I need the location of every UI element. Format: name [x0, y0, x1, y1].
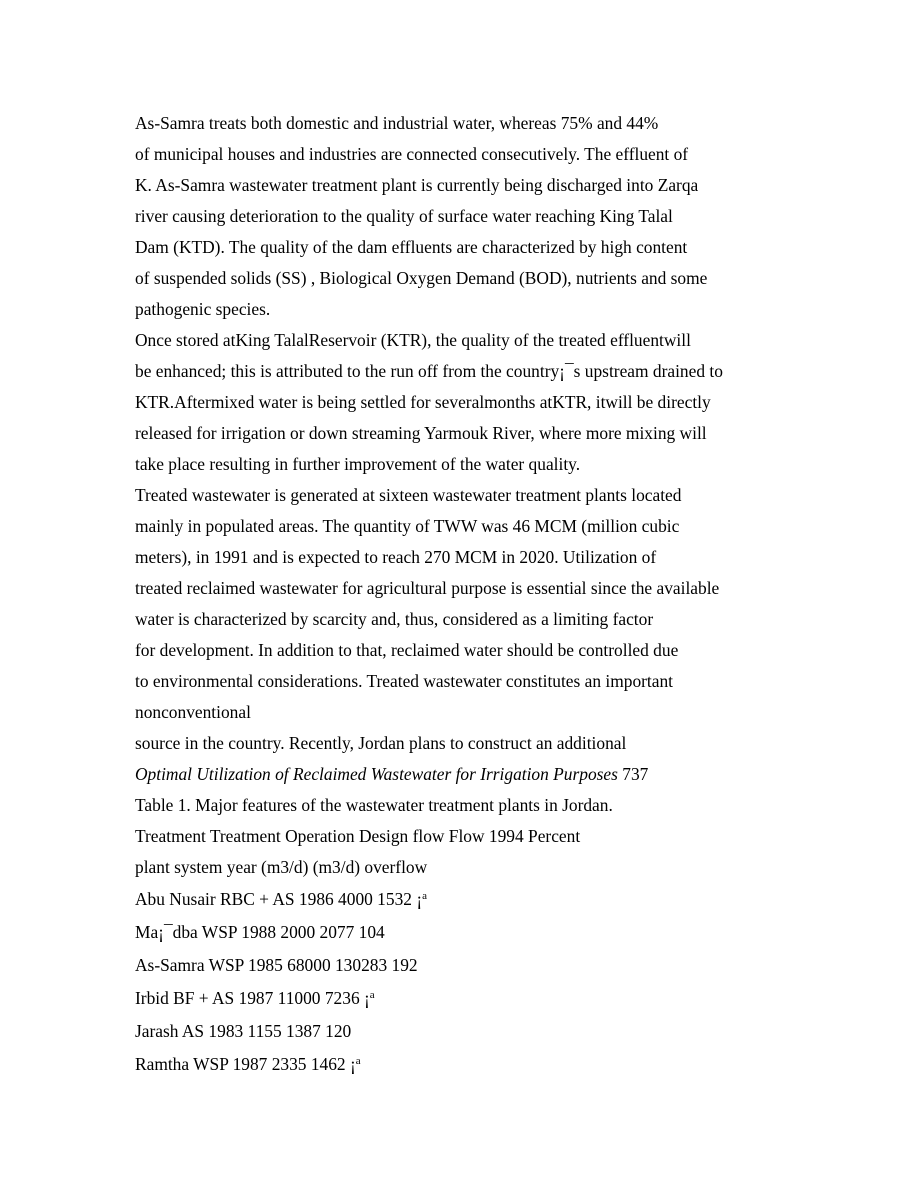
text-line: Once stored atKing TalalReservoir (KTR), the quality of the treated effluentwill [135, 330, 691, 350]
paragraph-treated-wastewater [135, 480, 895, 759]
table-row-text: Jarash AS 1983 1155 1387 120 [135, 1021, 352, 1041]
running-header [135, 759, 895, 790]
document-page [135, 108, 895, 1081]
text-line: for development. In addition to that, reclaimed water should be controlled due [135, 640, 679, 660]
text-line: be enhanced; this is attributed to the run off from the country¡¯s upstream drained to [135, 361, 723, 381]
table-row [135, 1015, 895, 1048]
table-row-text: Irbid BF + AS 1987 11000 7236 ¡ [135, 988, 370, 1008]
text-line: water is characterized by scarcity and, thus, considered as a limiting factor [135, 609, 654, 629]
text-line: of municipal houses and industries are connected consecutively. The effluent of [135, 144, 689, 164]
footnote-marker: a [369, 989, 375, 1001]
text-line: take place resulting in further improvement of the water quality. [135, 454, 581, 474]
running-header-title: Optimal Utilization of Reclaimed Wastewater for Irrigation Purposes [135, 764, 618, 784]
text-line: river causing deterioration to the quality of surface water reaching King Talal [135, 206, 673, 226]
text-line: released for irrigation or down streaming Yarmouk River, where more mixing will [135, 423, 707, 443]
text-line: meters), in 1991 and is expected to reach 270 MCM in 2020. Utilization of [135, 547, 657, 567]
table-header-line: Treatment Treatment Operation Design flow Flow 1994 Percent [135, 826, 581, 846]
text-line: K. As-Samra wastewater treatment plant is currently being discharged into Zarqa [135, 175, 699, 195]
footnote-marker: a [355, 1055, 361, 1067]
table-row-text: Ramtha WSP 1987 2335 1462 ¡ [135, 1054, 356, 1074]
text-line: KTR.Aftermixed water is being settled for severalmonths atKTR, itwill be directly [135, 392, 711, 412]
text-line: source in the country. Recently, Jordan plans to construct an additional [135, 733, 627, 753]
text-line: to environmental considerations. Treated wastewater constitutes an important [135, 671, 674, 691]
text-line: As-Samra treats both domestic and industrial water, whereas 75% and 44% [135, 113, 659, 133]
table-row-text: Ma¡¯dba WSP 1988 2000 2077 104 [135, 922, 385, 942]
paragraph-ktr [135, 325, 895, 480]
text-line: of suspended solids (SS) , Biological Oxygen Demand (BOD), nutrients and some [135, 268, 708, 288]
text-line: Treated wastewater is generated at sixteen wastewater treatment plants located [135, 485, 682, 505]
table-row-text: Abu Nusair RBC + AS 1986 4000 1532 ¡ [135, 889, 423, 909]
text-line: pathogenic species. [135, 299, 271, 319]
table-row [135, 949, 895, 982]
table-row [135, 1048, 895, 1081]
table-1 [135, 790, 895, 1081]
table-row [135, 916, 895, 949]
paragraph-as-samra [135, 108, 895, 325]
text-line: nonconventional [135, 702, 251, 722]
footnote-marker: a [422, 890, 427, 902]
page-number: 737 [622, 764, 649, 784]
table-caption: Table 1. Major features of the wastewater treatment plants in Jordan. [135, 795, 613, 815]
table-row [135, 982, 895, 1015]
text-line: Dam (KTD). The quality of the dam effluents are characterized by high content [135, 237, 688, 257]
table-row [135, 883, 895, 916]
table-header-line: plant system year (m3/d) (m3/d) overflow [135, 857, 428, 877]
text-line: treated reclaimed wastewater for agricultural purpose is essential since the available [135, 578, 720, 598]
text-line: mainly in populated areas. The quantity of TWW was 46 MCM (million cubic [135, 516, 680, 536]
table-row-text: As-Samra WSP 1985 68000 130283 192 [135, 955, 418, 975]
